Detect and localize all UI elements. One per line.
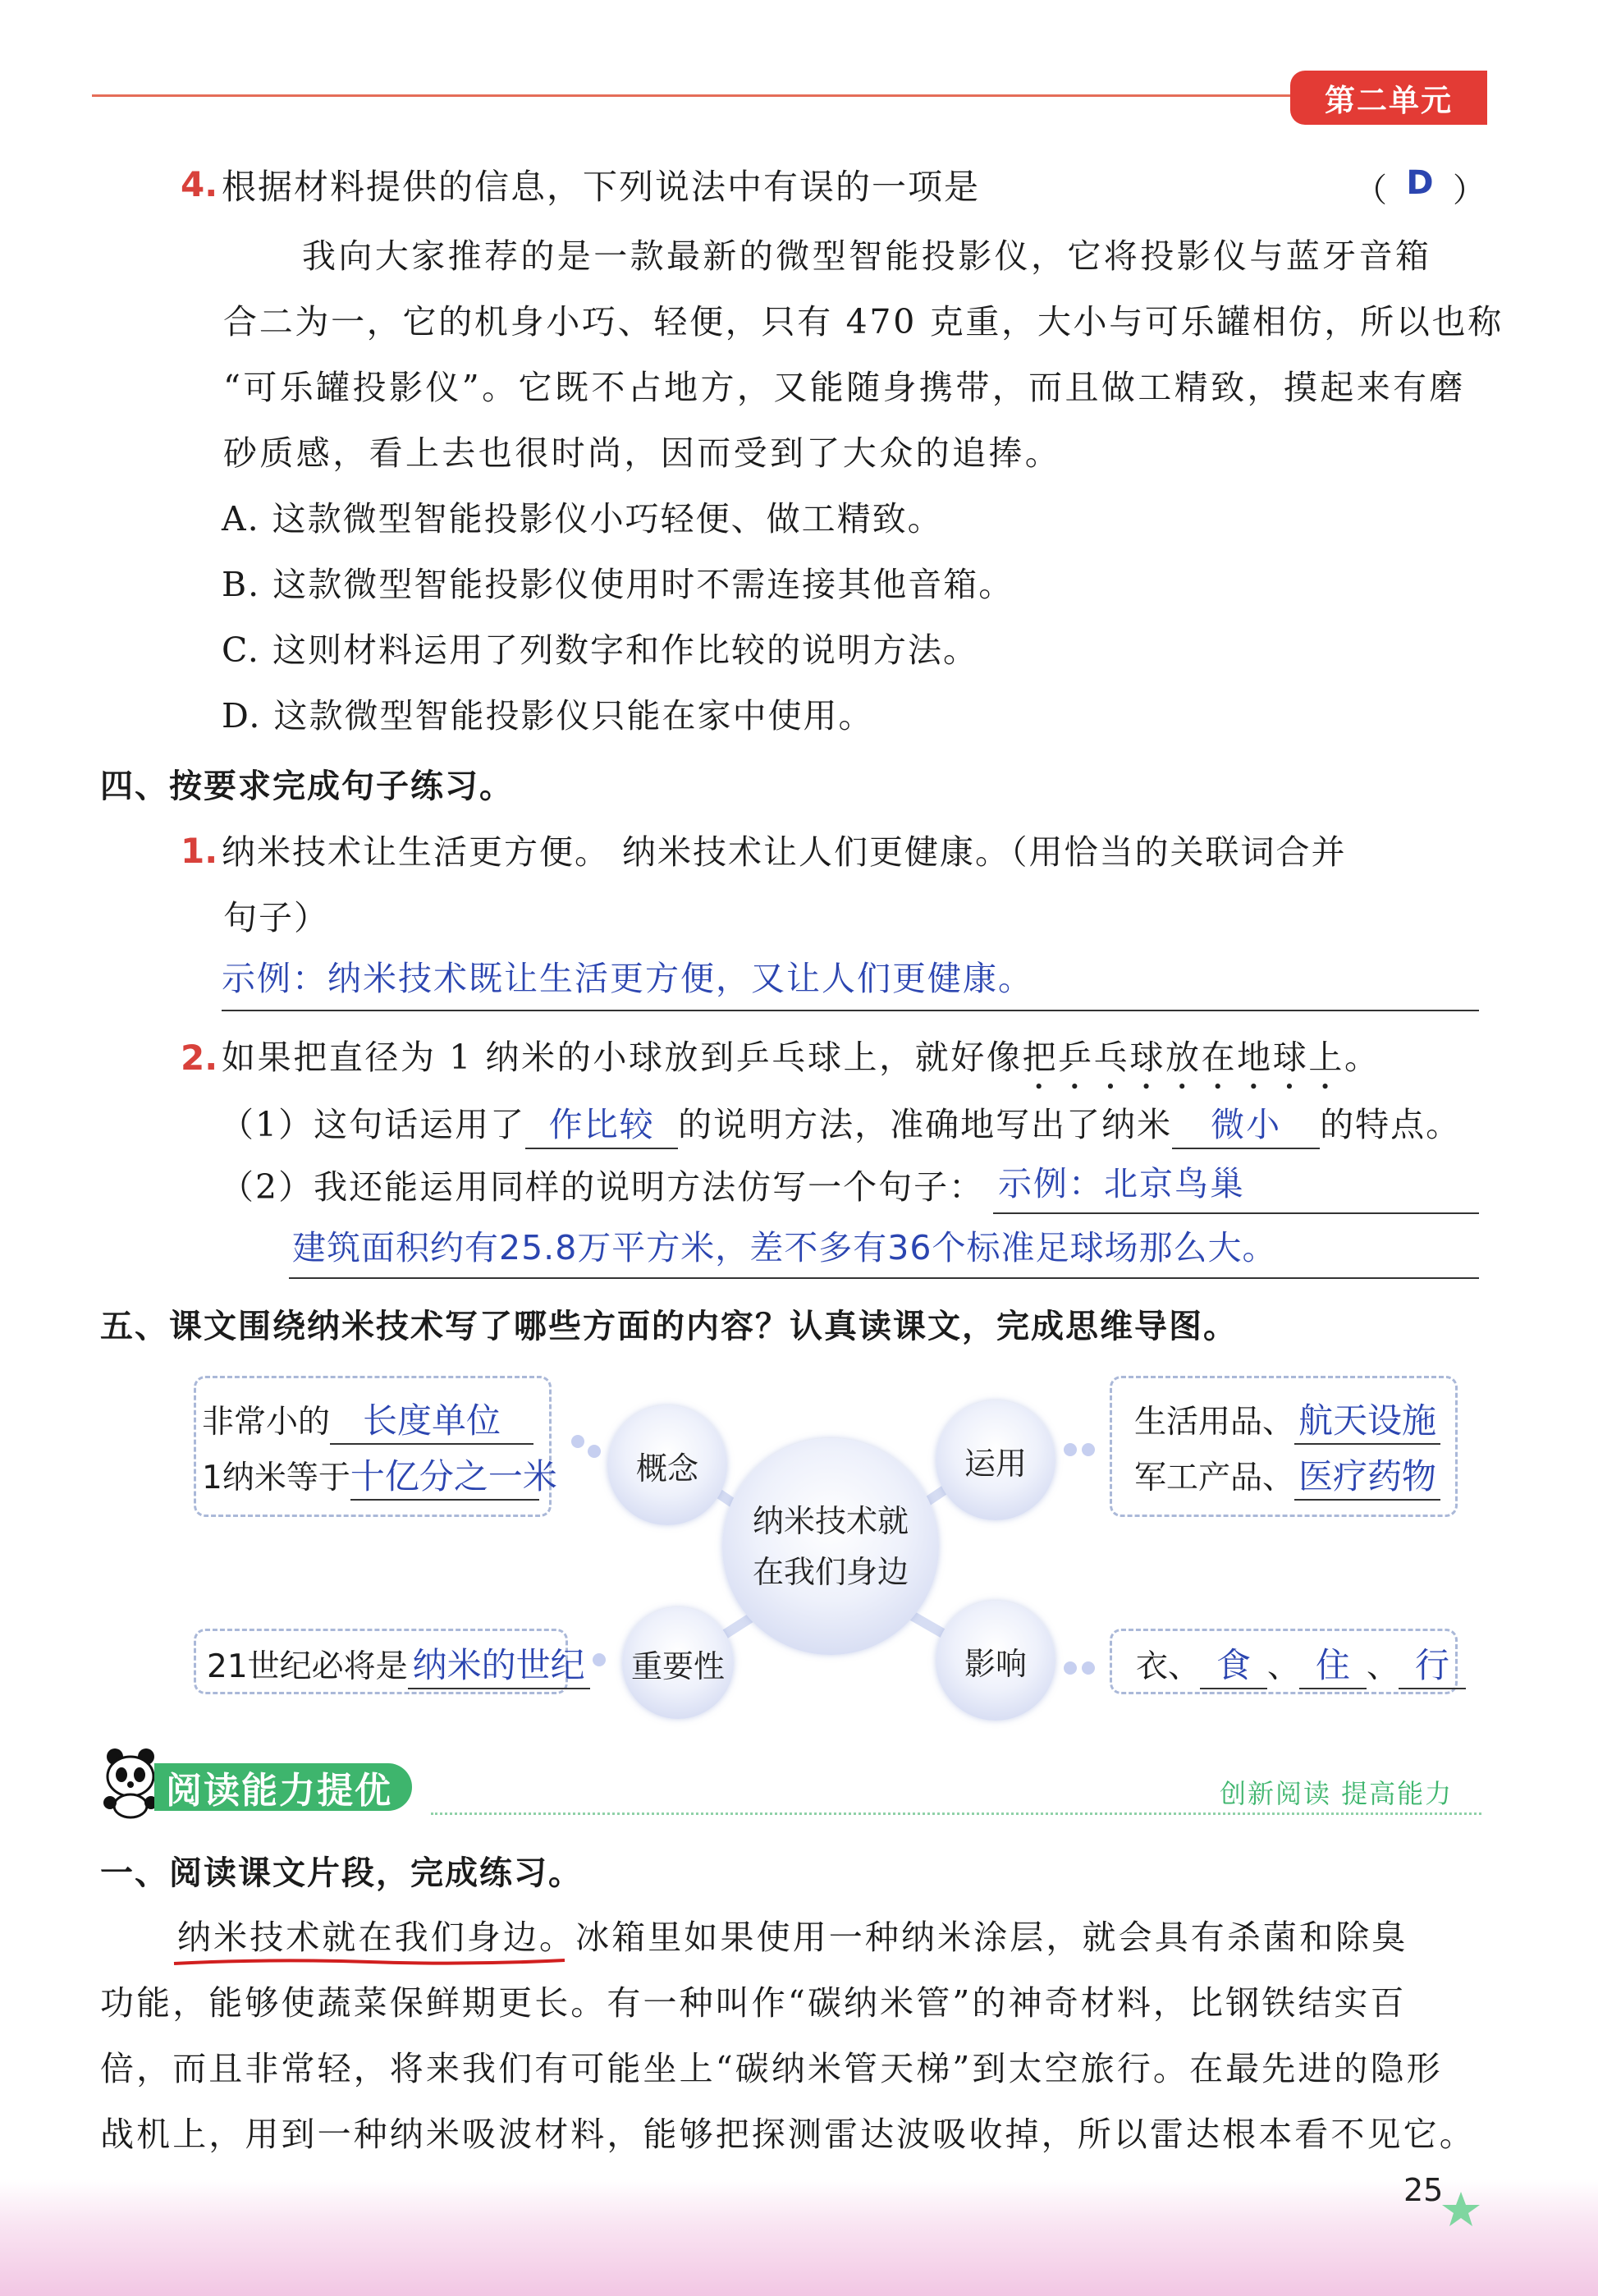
q4-passage-line: “可乐罐投影仪”。它既不占地方，又能随身携带，而且做工精致，摸起来有磨 xyxy=(223,368,1466,407)
connector-dot xyxy=(593,1653,606,1666)
fill-blank: 住 xyxy=(1299,1638,1367,1689)
connector-dot xyxy=(1082,1443,1095,1456)
center-line2: 在我们身边 xyxy=(752,1554,909,1590)
q4-option-d: D. 这款微型智能投影仪只能在家中使用。 xyxy=(222,696,874,736)
label: 1纳米等于 xyxy=(202,1460,350,1496)
connector-dot xyxy=(1064,1443,1077,1456)
fill-blank: 医疗药物 xyxy=(1294,1450,1440,1501)
connector-dot xyxy=(588,1445,601,1458)
q4-passage-line: 合二为一，它的机身小巧、轻便，只有 470 克重，大小与可乐罐相仿，所以也称 xyxy=(223,302,1504,341)
s4-q1-line2: 句子） xyxy=(223,898,329,937)
connector-dot xyxy=(1082,1661,1095,1675)
fill-blank: 航天设施 xyxy=(1294,1394,1440,1445)
impact-line xyxy=(1136,1638,1466,1689)
underlined-text: 纳米技术就在我们身边 xyxy=(177,1918,539,1957)
panda-icon xyxy=(98,1745,163,1819)
q4-number: 4. xyxy=(181,164,218,204)
fill-blank: 长度单位 xyxy=(330,1394,533,1445)
s4-q2-sub2-answer1: 示例：北京鸟巢 xyxy=(998,1164,1245,1203)
importance-line xyxy=(207,1638,590,1689)
blank-method: 作比较 xyxy=(525,1102,678,1149)
footer-band xyxy=(0,2179,1598,2296)
application-line1 xyxy=(1134,1394,1440,1445)
label: 生活用品、 xyxy=(1134,1404,1295,1441)
sentence-text: 如果把直径为 1 纳米的小球放到乒乓球上，就好像 xyxy=(222,1038,1023,1077)
red-underline xyxy=(172,1955,566,1968)
q4-option-a: A. 这款微型智能投影仪小巧轻便、做工精致。 xyxy=(222,499,943,538)
connector-dot xyxy=(1064,1661,1077,1675)
emphasized-phrase: 把乒乓球放在地球上 xyxy=(1022,1038,1344,1077)
paren-close: ） xyxy=(1452,172,1486,209)
node-concept: 概念 xyxy=(607,1405,727,1525)
star-icon xyxy=(1436,2188,1486,2230)
label: 衣、 xyxy=(1136,1648,1201,1685)
s4-q2-number: 2. xyxy=(181,1038,218,1078)
q4-option-c: C. 这则材料运用了列数字和作比较的说明方法。 xyxy=(222,630,978,670)
node-application: 运用 xyxy=(936,1400,1055,1520)
sentence-end: 。 xyxy=(1344,1038,1381,1077)
label: 军工产品、 xyxy=(1134,1460,1295,1496)
reading-slogan: 创新阅读 提高能力 xyxy=(1220,1778,1454,1809)
fill-blank: 行 xyxy=(1399,1638,1466,1689)
s4-q1-number: 1. xyxy=(181,831,218,871)
connector-dot xyxy=(571,1435,584,1448)
node-importance: 重要性 xyxy=(622,1607,734,1719)
sub1-middle: 的说明方法，准确地写出了纳米 xyxy=(678,1105,1173,1144)
sub2-prefix: （2）我还能运用同样的说明方法仿写一个句子： xyxy=(220,1167,985,1207)
label: 21世纪必将是 xyxy=(207,1648,408,1685)
reading-banner: 阅读能力提优 xyxy=(154,1763,412,1811)
label: 非常小的 xyxy=(202,1404,331,1441)
concept-line1 xyxy=(202,1394,533,1445)
unit-tab: 第二单元 xyxy=(1290,71,1487,125)
underlined-phrase xyxy=(177,1914,539,1960)
q4-answer: D xyxy=(1406,164,1434,202)
q4-passage-line: 砂质感，看上去也很时尚，因而受到了大众的追捧。 xyxy=(223,433,1062,473)
separator: 、 xyxy=(1367,1648,1399,1685)
fill-blank: 十亿分之一米 xyxy=(350,1450,539,1501)
separator: 、 xyxy=(1267,1648,1300,1685)
reading-paragraph-line: 倍，而且非常轻，将来我们有可能坐上“碳纳米管天梯”到太空旅行。在最先进的隐形 xyxy=(100,2049,1443,2088)
reading-paragraph-line: 功能，能够使蔬菜保鲜期更长。有一种叫作“碳纳米管”的神奇材料，比钢铁结实百 xyxy=(100,1983,1407,2023)
q4-option-b: B. 这款微型智能投影仪使用时不需连接其他音箱。 xyxy=(222,565,1014,604)
blank-feature: 微小 xyxy=(1172,1102,1320,1149)
reading-divider xyxy=(431,1813,1481,1815)
sub1-prefix: （1）这句话运用了 xyxy=(220,1105,526,1144)
center-line1: 纳米技术就 xyxy=(752,1503,909,1539)
s4-q1-answer: 示例：纳米技术既让生活更方便，又让人们更健康。 xyxy=(222,959,1033,998)
fill-blank: 纳米的世纪 xyxy=(408,1638,590,1689)
line-text: 。冰箱里如果使用一种纳米涂层，就会具有杀菌和除臭 xyxy=(539,1918,1408,1957)
reading-heading: 一、阅读课文片段，完成练习。 xyxy=(100,1854,583,1892)
paren-open: （ xyxy=(1354,172,1387,209)
s4-q1-line1: 纳米技术让生活更方便。 纳米技术让人们更健康。（用恰当的关联词合并 xyxy=(222,832,1347,872)
reading-paragraph-line1 xyxy=(177,1914,1408,1960)
s4-q2-sub2-answer2: 建筑面积约有25.8万平方米，差不多有36个标准足球场那么大。 xyxy=(292,1228,1277,1267)
application-line2 xyxy=(1134,1450,1440,1501)
page-number: 25 xyxy=(1403,2172,1444,2208)
concept-line2 xyxy=(202,1450,557,1501)
section4-heading: 四、按要求完成句子练习。 xyxy=(100,768,514,805)
fill-blank: 食 xyxy=(1200,1638,1267,1689)
sub1-suffix: 的特点。 xyxy=(1320,1105,1462,1144)
node-impact: 影响 xyxy=(936,1601,1055,1721)
reading-paragraph-line: 战机上，用到一种纳米吸波材料，能够把探测雷达波吸收掉，所以雷达根本看不见它。 xyxy=(100,2115,1476,2154)
q4-stem: 根据材料提供的信息，下列说法中有误的一项是 xyxy=(222,167,981,207)
section5-heading: 五、课文围绕纳米技术写了哪些方面的内容？认真读课文，完成思维导图。 xyxy=(100,1308,1238,1345)
q4-passage-line: 我向大家推荐的是一款最新的微型智能投影仪，它将投影仪与蓝牙音箱 xyxy=(302,236,1432,276)
node-center xyxy=(722,1438,939,1655)
